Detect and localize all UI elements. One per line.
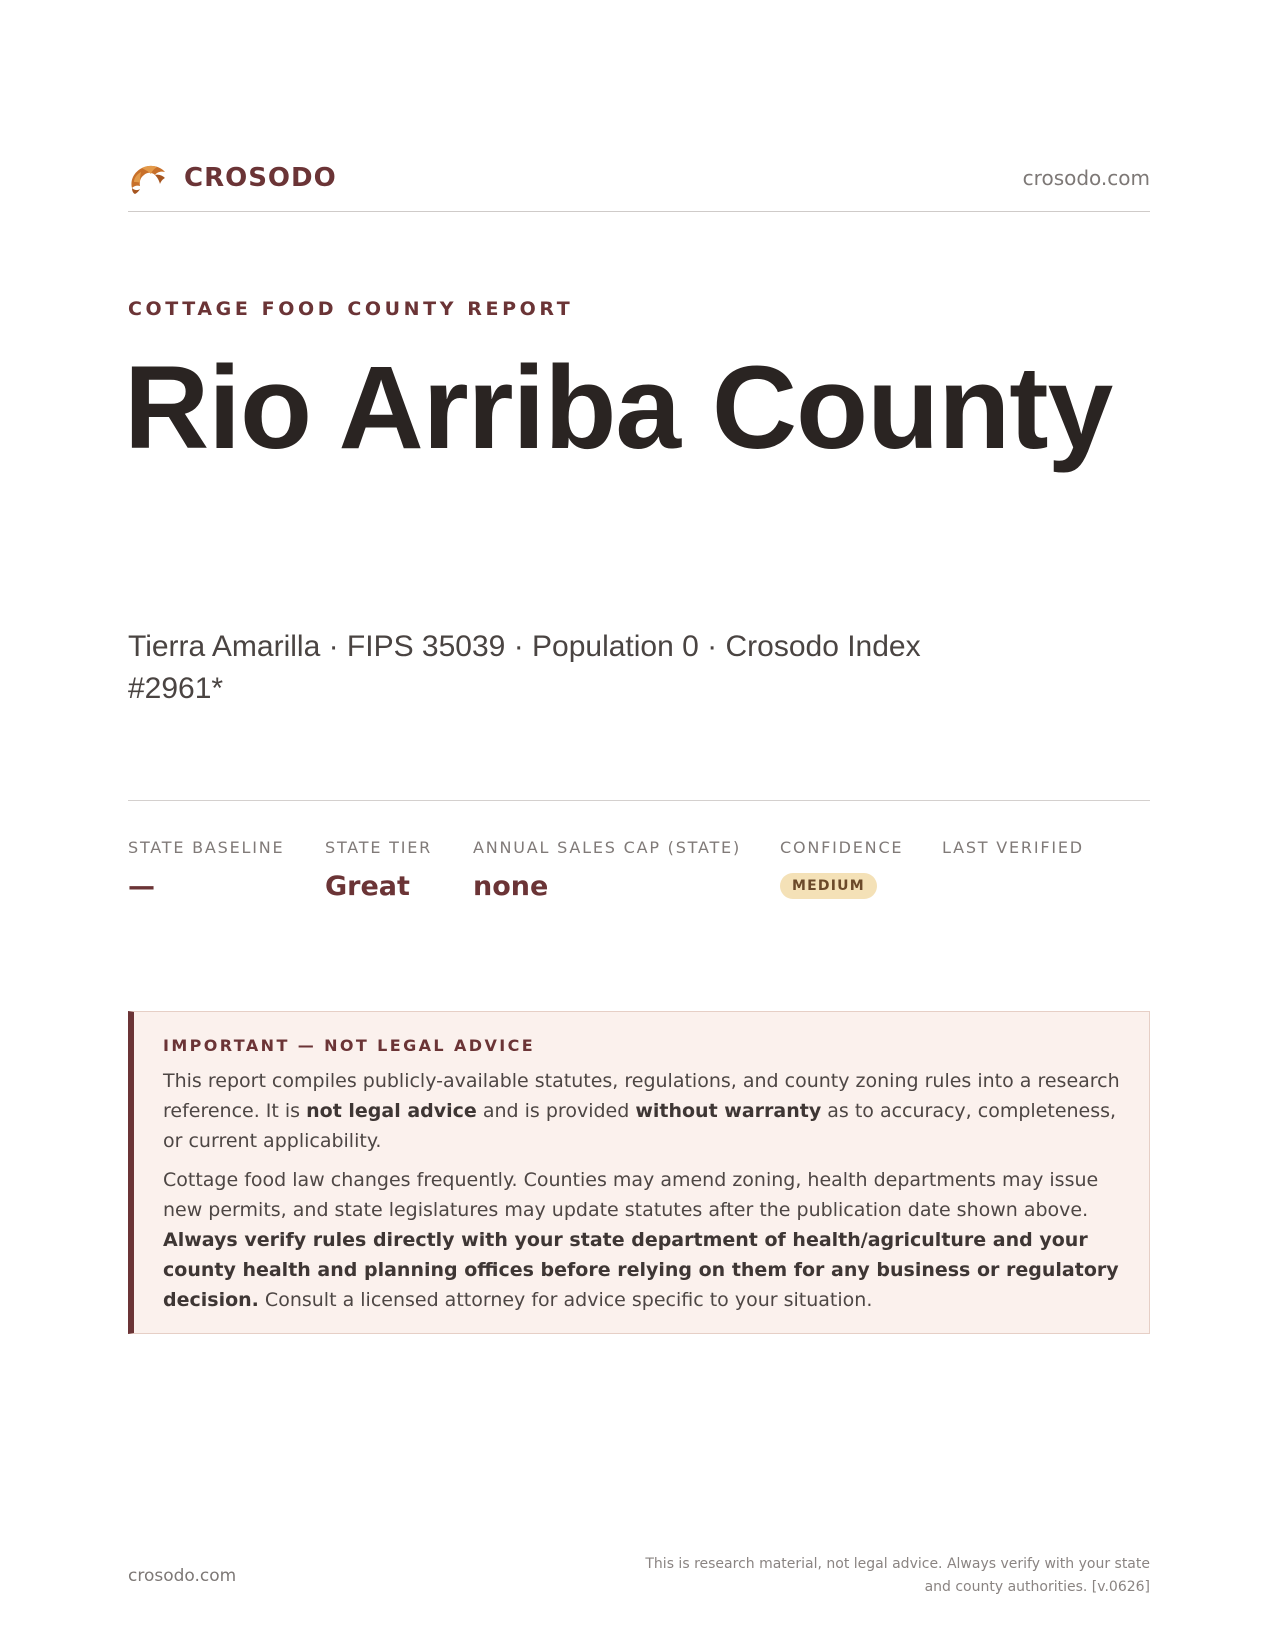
report-eyebrow: COTTAGE FOOD COUNTY REPORT bbox=[128, 298, 574, 320]
notice-paragraph-1 bbox=[163, 1066, 1123, 1156]
notice-emphasis: without warranty bbox=[635, 1100, 822, 1122]
notice-emphasis: Always verify rules directly with your state department of health/agriculture and your county health and planning offices before relying on them for any business or regulatory decision. bbox=[163, 1229, 1119, 1311]
stat-label: ANNUAL SALES CAP (STATE) bbox=[473, 838, 742, 857]
footer-site-link[interactable]: crosodo.com bbox=[128, 1566, 237, 1586]
footer-disclaimer bbox=[590, 1553, 1150, 1599]
stat-label: LAST VERIFIED bbox=[942, 838, 1084, 857]
notice-text: Cottage food law changes frequently. Counties may amend zoning, health departments may issue new permits, and state legislatures may update statutes after the publication date shown above. bbox=[163, 1169, 1099, 1221]
stat-confidence bbox=[780, 838, 903, 899]
footer-disclaimer-line: and county authorities. [v.0626] bbox=[924, 1579, 1150, 1595]
stat-value: — bbox=[128, 871, 155, 902]
notice-text: as to accuracy, completeness, or current applicability. bbox=[163, 1100, 1117, 1152]
confidence-badge: MEDIUM bbox=[780, 873, 877, 899]
croissant-icon bbox=[128, 158, 168, 198]
section-divider bbox=[128, 800, 1150, 801]
notice-heading: IMPORTANT — NOT LEGAL ADVICE bbox=[163, 1036, 536, 1055]
stat-state-tier bbox=[325, 838, 432, 902]
page-header bbox=[128, 158, 1150, 212]
footer-disclaimer-line: This is research material, not legal advice. Always verify with your state bbox=[645, 1556, 1150, 1572]
notice-paragraph-2 bbox=[163, 1165, 1123, 1315]
header-site-link[interactable]: crosodo.com bbox=[1022, 166, 1150, 190]
stat-label: STATE BASELINE bbox=[128, 838, 285, 857]
brand-logo[interactable] bbox=[128, 158, 337, 198]
notice-emphasis: not legal advice bbox=[306, 1100, 477, 1122]
page-title: Rio Arriba County bbox=[124, 342, 1113, 474]
notice-text: Consult a licensed attorney for advice specific to your situation. bbox=[258, 1289, 873, 1311]
legal-notice bbox=[128, 1011, 1150, 1334]
report-subtitle: Tierra Amarilla · FIPS 35039 · Population 0 · Crosodo Index #2961* bbox=[128, 630, 921, 705]
stat-label: CONFIDENCE bbox=[780, 838, 904, 857]
notice-text: This report compiles publicly-available statutes, regulations, and county zoning rules into a research reference. It is bbox=[163, 1070, 1120, 1122]
stat-label: STATE TIER bbox=[325, 838, 433, 857]
stat-value: Great bbox=[325, 871, 410, 902]
stat-last-verified bbox=[942, 838, 1084, 871]
notice-text: and is provided bbox=[476, 1100, 636, 1122]
stat-annual-sales-cap bbox=[473, 838, 741, 902]
brand-name: CROSODO bbox=[184, 163, 337, 193]
stat-value: none bbox=[473, 871, 549, 902]
stat-state-baseline bbox=[128, 838, 284, 902]
